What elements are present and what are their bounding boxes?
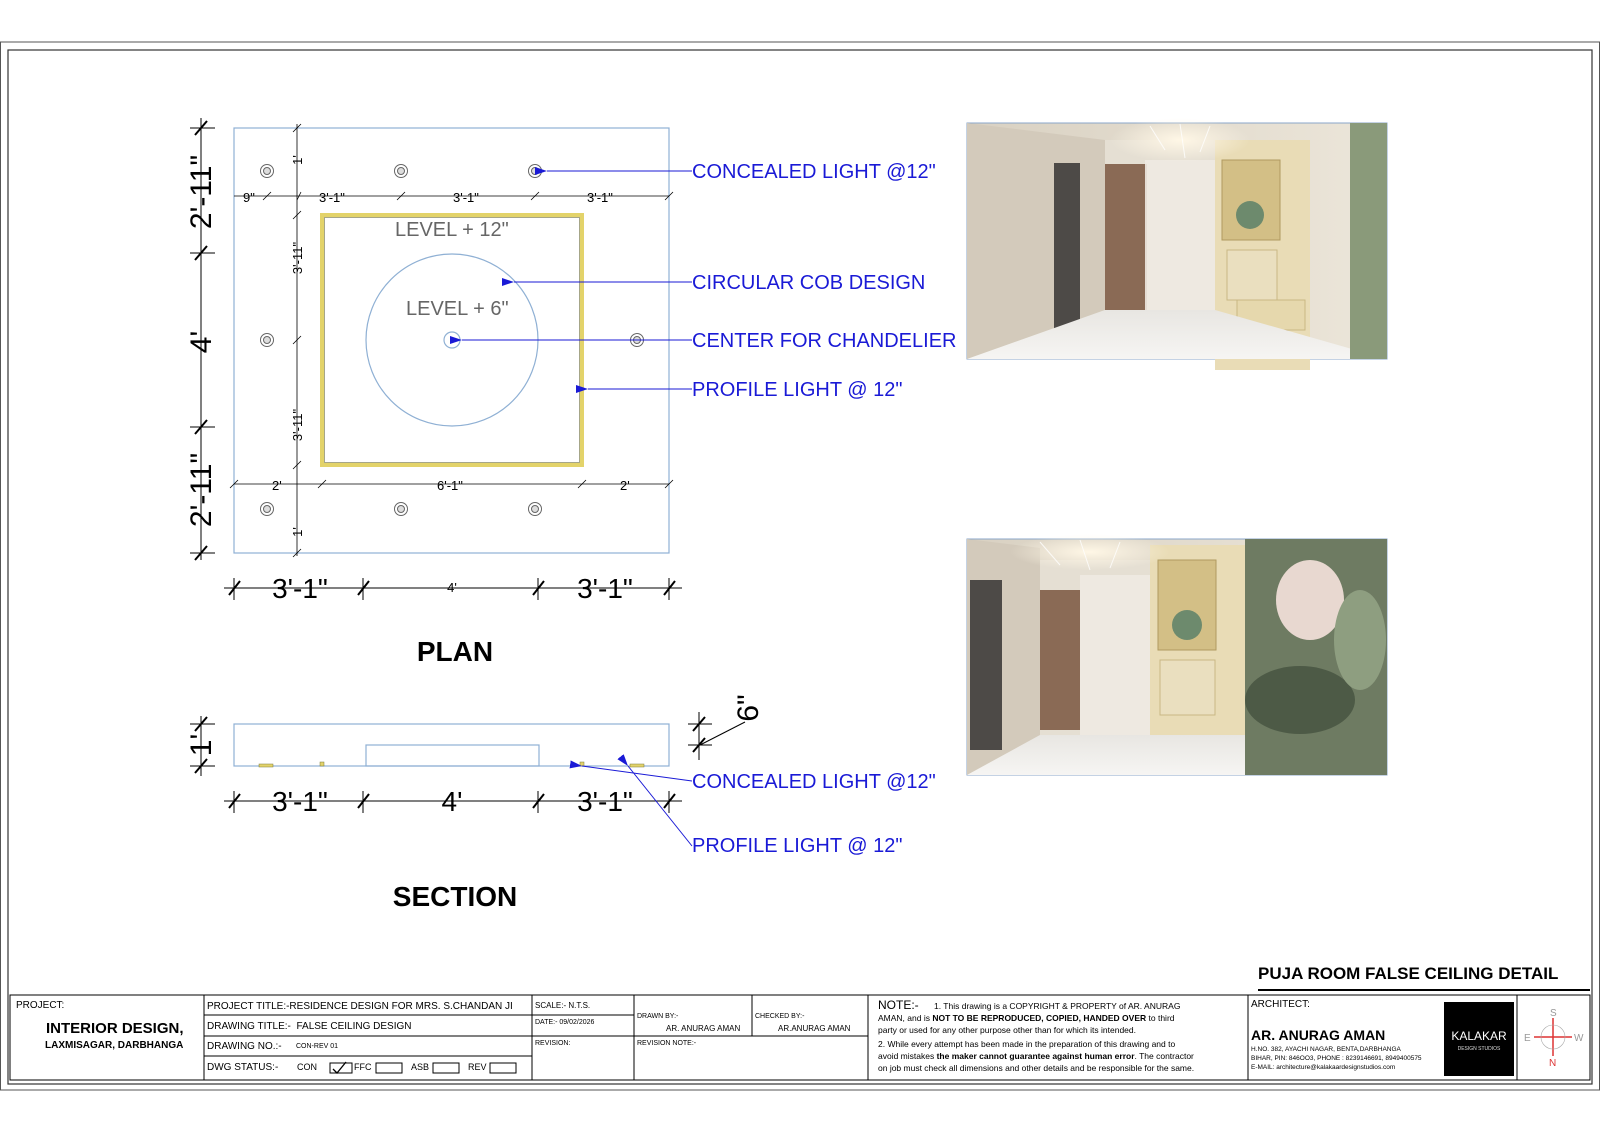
dim-text: 2'-11" bbox=[185, 154, 218, 230]
project-label: PROJECT: bbox=[16, 1000, 65, 1011]
drawn-by-label: DRAWN BY:- bbox=[637, 1013, 679, 1020]
note1-line3: party or used for any other purpose other than for which its intended. bbox=[878, 1025, 1136, 1035]
callout-chandelier-center: CENTER FOR CHANDELIER bbox=[692, 330, 957, 352]
note1-line2 bbox=[878, 1013, 1175, 1023]
section-drop bbox=[366, 745, 539, 766]
dim-text: 2' bbox=[272, 478, 282, 493]
note-label: NOTE:- bbox=[878, 998, 919, 1012]
note2-line2 bbox=[878, 1051, 1194, 1061]
drawing-no-value: CON-REV 01 bbox=[296, 1043, 339, 1050]
note1-bold: NOT TO BE REPRODUCED, COPIED, HANDED OVER bbox=[932, 1013, 1147, 1023]
project-title-row bbox=[207, 1001, 513, 1012]
drawn-by-value: AR. ANURAG AMAN bbox=[666, 1024, 741, 1033]
architect-label: ARCHITECT: bbox=[1251, 999, 1310, 1010]
callout-profile-light: PROFILE LIGHT @ 12" bbox=[692, 379, 903, 401]
dim-text: 3'-11" bbox=[290, 408, 305, 442]
checked-by-label: CHECKED BY:- bbox=[755, 1013, 805, 1020]
plan-callouts bbox=[692, 161, 956, 401]
chandelier-center bbox=[444, 332, 460, 348]
callout-concealed-light: CONCEALED LIGHT @12" bbox=[692, 161, 936, 183]
dim-text: 3'-1" bbox=[577, 786, 633, 817]
dim-text: 3'-1" bbox=[453, 190, 479, 205]
section-bottom-dim-texts bbox=[272, 786, 633, 817]
dim-text: 6'-1" bbox=[437, 478, 463, 493]
section-profile-light bbox=[630, 764, 644, 767]
door bbox=[970, 580, 1002, 750]
callout-profile-light: PROFILE LIGHT @ 12" bbox=[692, 835, 903, 857]
dwg-status-label: DWG STATUS:- bbox=[207, 1062, 279, 1073]
callout-concealed-light: CONCEALED LIGHT @12" bbox=[692, 771, 936, 793]
compass-icon bbox=[1524, 1008, 1584, 1069]
checked-by-value: AR.ANURAG AMAN bbox=[778, 1024, 851, 1033]
plan-left-dim-texts bbox=[185, 155, 218, 527]
dim-text: 4' bbox=[185, 330, 218, 354]
status-ffc: FFC bbox=[354, 1062, 372, 1072]
section-title: SECTION bbox=[392, 881, 518, 912]
note2-line1: 2. While every attempt has been made in the preparation of this drawing and to bbox=[878, 1039, 1176, 1049]
section-left-dim: 1' bbox=[185, 733, 218, 757]
dim-text: 2'-11" bbox=[185, 452, 218, 528]
sheet-title: PUJA ROOM FALSE CEILING DETAIL bbox=[1258, 964, 1559, 983]
dim-text: 3'-1" bbox=[319, 190, 345, 205]
dim-text: 3'-11" bbox=[290, 241, 305, 275]
revision: REVISION: bbox=[535, 1040, 571, 1047]
architect-address2: BIHAR, PIN: 846OO3, PHONE : 8239146691, 8949400575 bbox=[1251, 1055, 1422, 1062]
project-title-value: RESIDENCE DESIGN FOR MRS. S.CHANDAN JI bbox=[289, 1001, 513, 1012]
render-view-1 bbox=[967, 118, 1387, 370]
status-rev: REV bbox=[468, 1062, 487, 1072]
note1-text-end: to third bbox=[1148, 1013, 1175, 1023]
drawing-title-row bbox=[207, 1021, 412, 1032]
plan-bottom-dim-texts bbox=[272, 573, 633, 604]
dim-text: 4' bbox=[441, 786, 463, 817]
dim-text: 2' bbox=[620, 478, 630, 493]
dim-text: 1' bbox=[290, 527, 305, 537]
date: DATE:- 09/02/2026 bbox=[535, 1019, 595, 1026]
status-asb: ASB bbox=[411, 1062, 430, 1072]
dim-text: 3'-1" bbox=[587, 190, 613, 205]
architect-address1: H.NO. 382, AYACHI NAGAR, BENTA,DARBHANGA bbox=[1251, 1046, 1401, 1053]
project-title-label: PROJECT TITLE:- bbox=[207, 1001, 290, 1012]
plan-title: PLAN bbox=[416, 636, 494, 667]
logo-text: KALAKAR bbox=[1451, 1029, 1507, 1043]
section-profile-light bbox=[259, 764, 273, 767]
note1-line1: 1. This drawing is a COPYRIGHT & PROPERTY of AR. ANURAG bbox=[934, 1001, 1181, 1011]
scale: SCALE:- N.T.S. bbox=[535, 1001, 591, 1010]
compass-s: S bbox=[1550, 1008, 1557, 1019]
door bbox=[1054, 163, 1080, 328]
level-outer-label: LEVEL + 12" bbox=[395, 219, 509, 241]
drawing-title-label: DRAWING TITLE:- bbox=[207, 1021, 291, 1032]
compass-w: W bbox=[1574, 1033, 1584, 1044]
section-concealed-light bbox=[320, 762, 324, 766]
compass-n: N bbox=[1549, 1058, 1557, 1069]
logo-subtext: DESIGN STUDIOS bbox=[1457, 1046, 1501, 1052]
section-callouts bbox=[692, 771, 936, 857]
dim-text: 3'-1" bbox=[272, 786, 328, 817]
architect-name: AR. ANURAG AMAN bbox=[1251, 1027, 1386, 1043]
callout-circular-cob: CIRCULAR COB DESIGN bbox=[692, 272, 926, 294]
section-right-dim: 6" bbox=[732, 694, 765, 722]
dim-text: 9" bbox=[243, 190, 255, 205]
project-location: LAXMISAGAR, DARBHANGA bbox=[45, 1040, 184, 1051]
level-inner-label: LEVEL + 6" bbox=[406, 298, 509, 320]
dim-text: 4' bbox=[447, 580, 457, 595]
render-view-2 bbox=[967, 534, 1387, 775]
note2-text-end: . The contractor bbox=[1134, 1051, 1194, 1061]
revision-note: REVISION NOTE:- bbox=[637, 1040, 697, 1047]
drawing-no-label: DRAWING NO.:- bbox=[207, 1041, 282, 1052]
note2-line3: on job must check all dimensions and other details and be responsible for the same. bbox=[878, 1063, 1195, 1073]
architect-email: E-MAIL: architecture@kalakaardesignstudios.com bbox=[1251, 1064, 1396, 1071]
section-concealed-light bbox=[580, 762, 584, 766]
status-con: CON bbox=[297, 1062, 317, 1072]
section-drawing bbox=[185, 694, 936, 912]
plan-drawing bbox=[185, 118, 956, 667]
note1-text: AMAN, and is bbox=[878, 1013, 930, 1023]
project-name: INTERIOR DESIGN, bbox=[46, 1020, 184, 1037]
drawing-title-value: FALSE CEILING DESIGN bbox=[296, 1021, 412, 1032]
compass-e: E bbox=[1524, 1033, 1531, 1044]
note2-bold: the maker cannot guarantee against human error bbox=[936, 1051, 1135, 1061]
dim-text: 1' bbox=[290, 155, 305, 165]
note2-text: avoid mistakes bbox=[878, 1051, 935, 1061]
dim-text: 3'-1" bbox=[272, 573, 328, 604]
dim-text: 3'-1" bbox=[577, 573, 633, 604]
